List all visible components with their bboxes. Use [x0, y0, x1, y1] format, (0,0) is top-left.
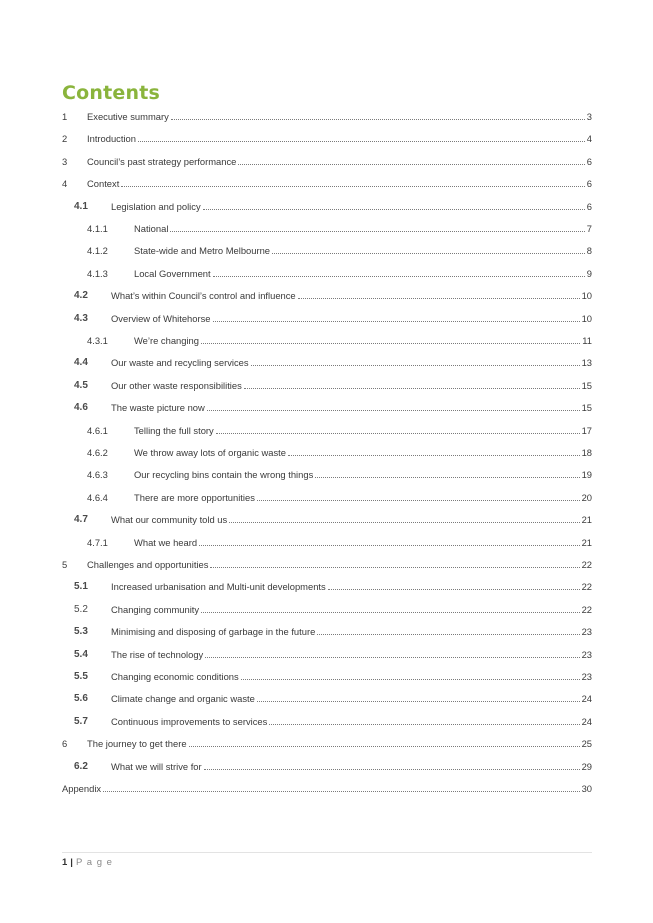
- toc-entry-title: Executive summary: [87, 111, 169, 122]
- toc-entry-title: The journey to get there: [87, 738, 187, 750]
- toc-entry-number: 3: [62, 155, 68, 167]
- toc-entry-number: 5.6: [74, 693, 88, 705]
- toc-entry-title: What we heard: [134, 536, 198, 548]
- toc-entry-number: 6.2: [74, 760, 88, 772]
- footer-separator: |: [70, 857, 73, 868]
- toc-entry-page: 22: [581, 559, 592, 570]
- toc-entry[interactable]: [74, 669, 592, 683]
- toc-entry-page: 13: [581, 357, 592, 369]
- toc-entry-number: 6: [62, 738, 68, 750]
- toc-dot-leader: [288, 455, 580, 456]
- toc-entry-title: Introduction: [87, 133, 136, 145]
- toc-entry-title: Changing community: [111, 603, 200, 615]
- toc-entry-title: We throw away lots of organic waste: [134, 447, 286, 458]
- toc-entry-title: Local Government: [134, 267, 211, 279]
- toc-entry[interactable]: [87, 535, 592, 549]
- toc-dot-leader: [213, 321, 580, 322]
- toc-entry-number: 4.6.1: [87, 424, 108, 436]
- toc-entry[interactable]: [74, 512, 592, 526]
- toc-entry-title: Legislation and policy: [111, 200, 201, 212]
- toc-entry-page: 23: [581, 648, 592, 660]
- toc-entry[interactable]: [62, 781, 592, 795]
- toc-entry-number: 4.6.4: [87, 491, 108, 503]
- toc-entry-page: 15: [581, 402, 592, 414]
- toc-entry-page: 4: [586, 133, 592, 145]
- toc-entry-page: 18: [581, 447, 592, 458]
- toc-entry[interactable]: [74, 647, 592, 661]
- toc-entry-page: 23: [581, 671, 592, 682]
- toc-entry-page: 25: [581, 738, 592, 750]
- toc-entry-page: 20: [581, 491, 592, 503]
- toc-entry-number: 2: [62, 133, 68, 145]
- toc-entry[interactable]: [74, 759, 592, 773]
- toc-entry-title: Increased urbanisation and Multi-unit developments: [111, 581, 326, 593]
- toc-entry[interactable]: [87, 243, 592, 257]
- toc-dot-leader: [241, 679, 580, 680]
- toc-entry-title: Climate change and organic waste: [111, 693, 255, 705]
- toc-dot-leader: [189, 746, 580, 747]
- toc-entry-page: 6: [586, 200, 592, 212]
- toc-dot-leader: [257, 500, 580, 501]
- toc-entry-page: 19: [581, 469, 592, 481]
- toc-entry-page: 10: [581, 290, 592, 302]
- toc-entry[interactable]: [87, 266, 592, 280]
- toc-dot-leader: [257, 701, 580, 702]
- toc-entry-page: 6: [586, 178, 592, 190]
- toc-entry-title: Our waste and recycling services: [111, 357, 249, 369]
- toc-entry-page: 29: [581, 760, 592, 772]
- toc-entry-title: Our other waste responsibilities: [111, 379, 242, 391]
- toc-entry[interactable]: [74, 624, 592, 638]
- toc-dot-leader: [298, 298, 580, 299]
- toc-entry-title: We’re changing: [134, 335, 199, 346]
- toc-entry[interactable]: [74, 691, 592, 705]
- toc-entry-number: 4.3: [74, 312, 88, 324]
- toc-entry-page: 21: [581, 536, 592, 548]
- toc-dot-leader: [121, 186, 584, 187]
- toc-entry-number: 4.2: [74, 290, 88, 302]
- toc-entry-number: 4.1.1: [87, 223, 108, 234]
- footer-page-label: P a g e: [75, 857, 113, 868]
- footer-divider: [62, 852, 592, 853]
- toc-dot-leader: [203, 209, 585, 210]
- toc-entry[interactable]: [62, 154, 592, 168]
- toc-entry[interactable]: [87, 333, 592, 347]
- toc-entry-number: 5.4: [74, 648, 88, 660]
- toc-dot-leader: [315, 477, 579, 478]
- toc-dot-leader: [238, 164, 584, 165]
- toc-entry-title: There are more opportunities: [134, 491, 255, 503]
- toc-entry-title: Our recycling bins contain the wrong things: [134, 469, 314, 481]
- toc-dot-leader: [170, 231, 584, 232]
- footer-page-number: 1: [62, 857, 68, 868]
- toc-entry-title: The rise of technology: [111, 648, 204, 660]
- toc-dot-leader: [272, 253, 585, 254]
- toc-dot-leader: [207, 410, 580, 411]
- toc-entry[interactable]: [74, 288, 592, 302]
- toc-entry[interactable]: [74, 378, 592, 392]
- toc-entry[interactable]: [87, 490, 592, 504]
- toc-dot-leader: [201, 343, 580, 344]
- toc-entry-number: 4.1: [74, 200, 88, 212]
- toc-entry[interactable]: [87, 423, 592, 437]
- toc-dot-leader: [204, 769, 580, 770]
- toc-dot-leader: [103, 791, 579, 792]
- toc-entry-page: 24: [581, 693, 592, 705]
- toc-entry-title: Appendix: [62, 783, 102, 794]
- toc-entry-title: National: [134, 223, 169, 234]
- toc-entry-page: 30: [581, 783, 592, 794]
- toc-entry[interactable]: [62, 131, 592, 145]
- toc-entry-number: 4.4: [74, 357, 88, 369]
- toc-dot-leader: [317, 634, 579, 635]
- toc-entry[interactable]: [62, 176, 592, 190]
- toc-dot-leader: [328, 589, 580, 590]
- toc-entry-page: 17: [581, 424, 592, 436]
- toc-dot-leader: [205, 657, 579, 658]
- toc-entry[interactable]: [62, 736, 592, 750]
- page-footer: [62, 857, 113, 868]
- toc-dot-leader: [244, 388, 580, 389]
- toc-entry-number: 4.1.2: [87, 245, 108, 257]
- toc-entry-title: What’s within Council’s control and influence: [111, 290, 296, 302]
- toc-entry-number: 1: [62, 111, 68, 122]
- toc-entry-page: 21: [581, 514, 592, 526]
- toc-entry[interactable]: [74, 602, 592, 616]
- toc-entry-title: Changing economic conditions: [111, 671, 239, 682]
- toc-entry-title: Telling the full story: [134, 424, 214, 436]
- toc-entry-page: 22: [581, 581, 592, 593]
- toc-entry-number: 4: [62, 178, 68, 190]
- toc-entry-number: 4.3.1: [87, 335, 108, 346]
- toc-entry-page: 22: [581, 603, 592, 615]
- toc-entry[interactable]: [74, 400, 592, 414]
- toc-entry[interactable]: [74, 714, 592, 728]
- toc-entry-number: 4.6.3: [87, 469, 108, 481]
- toc-entry[interactable]: [87, 467, 592, 481]
- toc-entry-title: Minimising and disposing of garbage in the future: [111, 626, 316, 638]
- toc-dot-leader: [210, 567, 579, 568]
- toc-entry-title: Context: [87, 178, 120, 190]
- toc-entry-page: 9: [586, 267, 592, 279]
- toc-entry[interactable]: [74, 579, 592, 593]
- toc-dot-leader: [201, 612, 579, 613]
- toc-entry-number: 4.6.2: [87, 447, 108, 458]
- toc-entry-title: Challenges and opportunities: [87, 559, 209, 570]
- toc-dot-leader: [251, 365, 580, 366]
- toc-entry-title: Overview of Whitehorse: [111, 312, 211, 324]
- toc-dot-leader: [199, 545, 580, 546]
- toc-dot-leader: [269, 724, 579, 725]
- toc-entry-title: What we will strive for: [111, 760, 202, 772]
- toc-entry-title: Council’s past strategy performance: [87, 155, 237, 167]
- page-title: Contents: [62, 82, 161, 104]
- toc-entry-page: 15: [581, 379, 592, 391]
- toc-dot-leader: [138, 141, 585, 142]
- toc-entry-number: 4.1.3: [87, 267, 108, 279]
- toc-entry-number: 4.7.1: [87, 536, 108, 548]
- toc-entry-page: 6: [586, 155, 592, 167]
- toc-entry-number: 5.5: [74, 671, 88, 682]
- toc-entry-number: 5.3: [74, 626, 88, 638]
- toc-entry-number: 4.6: [74, 402, 88, 414]
- toc-dot-leader: [229, 522, 579, 523]
- toc-dot-leader: [216, 433, 580, 434]
- toc-entry-number: 5: [62, 559, 68, 570]
- toc-entry[interactable]: [74, 199, 592, 213]
- toc-dot-leader: [171, 119, 585, 120]
- toc-entry-page: 8: [586, 245, 592, 257]
- toc-dot-leader: [213, 276, 585, 277]
- toc-entry-title: What our community told us: [111, 514, 228, 526]
- toc-entry-number: 5.1: [74, 581, 88, 593]
- toc-entry[interactable]: [74, 311, 592, 325]
- toc-entry-number: 4.5: [74, 379, 88, 391]
- toc-entry-title: The waste picture now: [111, 402, 205, 414]
- toc-entry[interactable]: [87, 221, 592, 235]
- toc-entry-page: 10: [581, 312, 592, 324]
- toc-entry-title: State-wide and Metro Melbourne: [134, 245, 271, 257]
- toc-entry-page: 23: [581, 626, 592, 638]
- toc-entry-page: 24: [581, 715, 592, 727]
- toc-entry[interactable]: [62, 109, 592, 123]
- toc-entry[interactable]: [87, 445, 592, 459]
- toc-entry[interactable]: [62, 557, 592, 571]
- toc-entry-page: 7: [586, 223, 592, 234]
- toc-entry-number: 4.7: [74, 514, 88, 526]
- toc-entry-page: 3: [586, 111, 592, 122]
- toc-entry-title: Continuous improvements to services: [111, 715, 268, 727]
- toc-entry-page: 11: [582, 335, 592, 346]
- toc-entry-number: 5.2: [74, 603, 88, 615]
- toc-entry-number: 5.7: [74, 715, 88, 727]
- toc-entry[interactable]: [74, 355, 592, 369]
